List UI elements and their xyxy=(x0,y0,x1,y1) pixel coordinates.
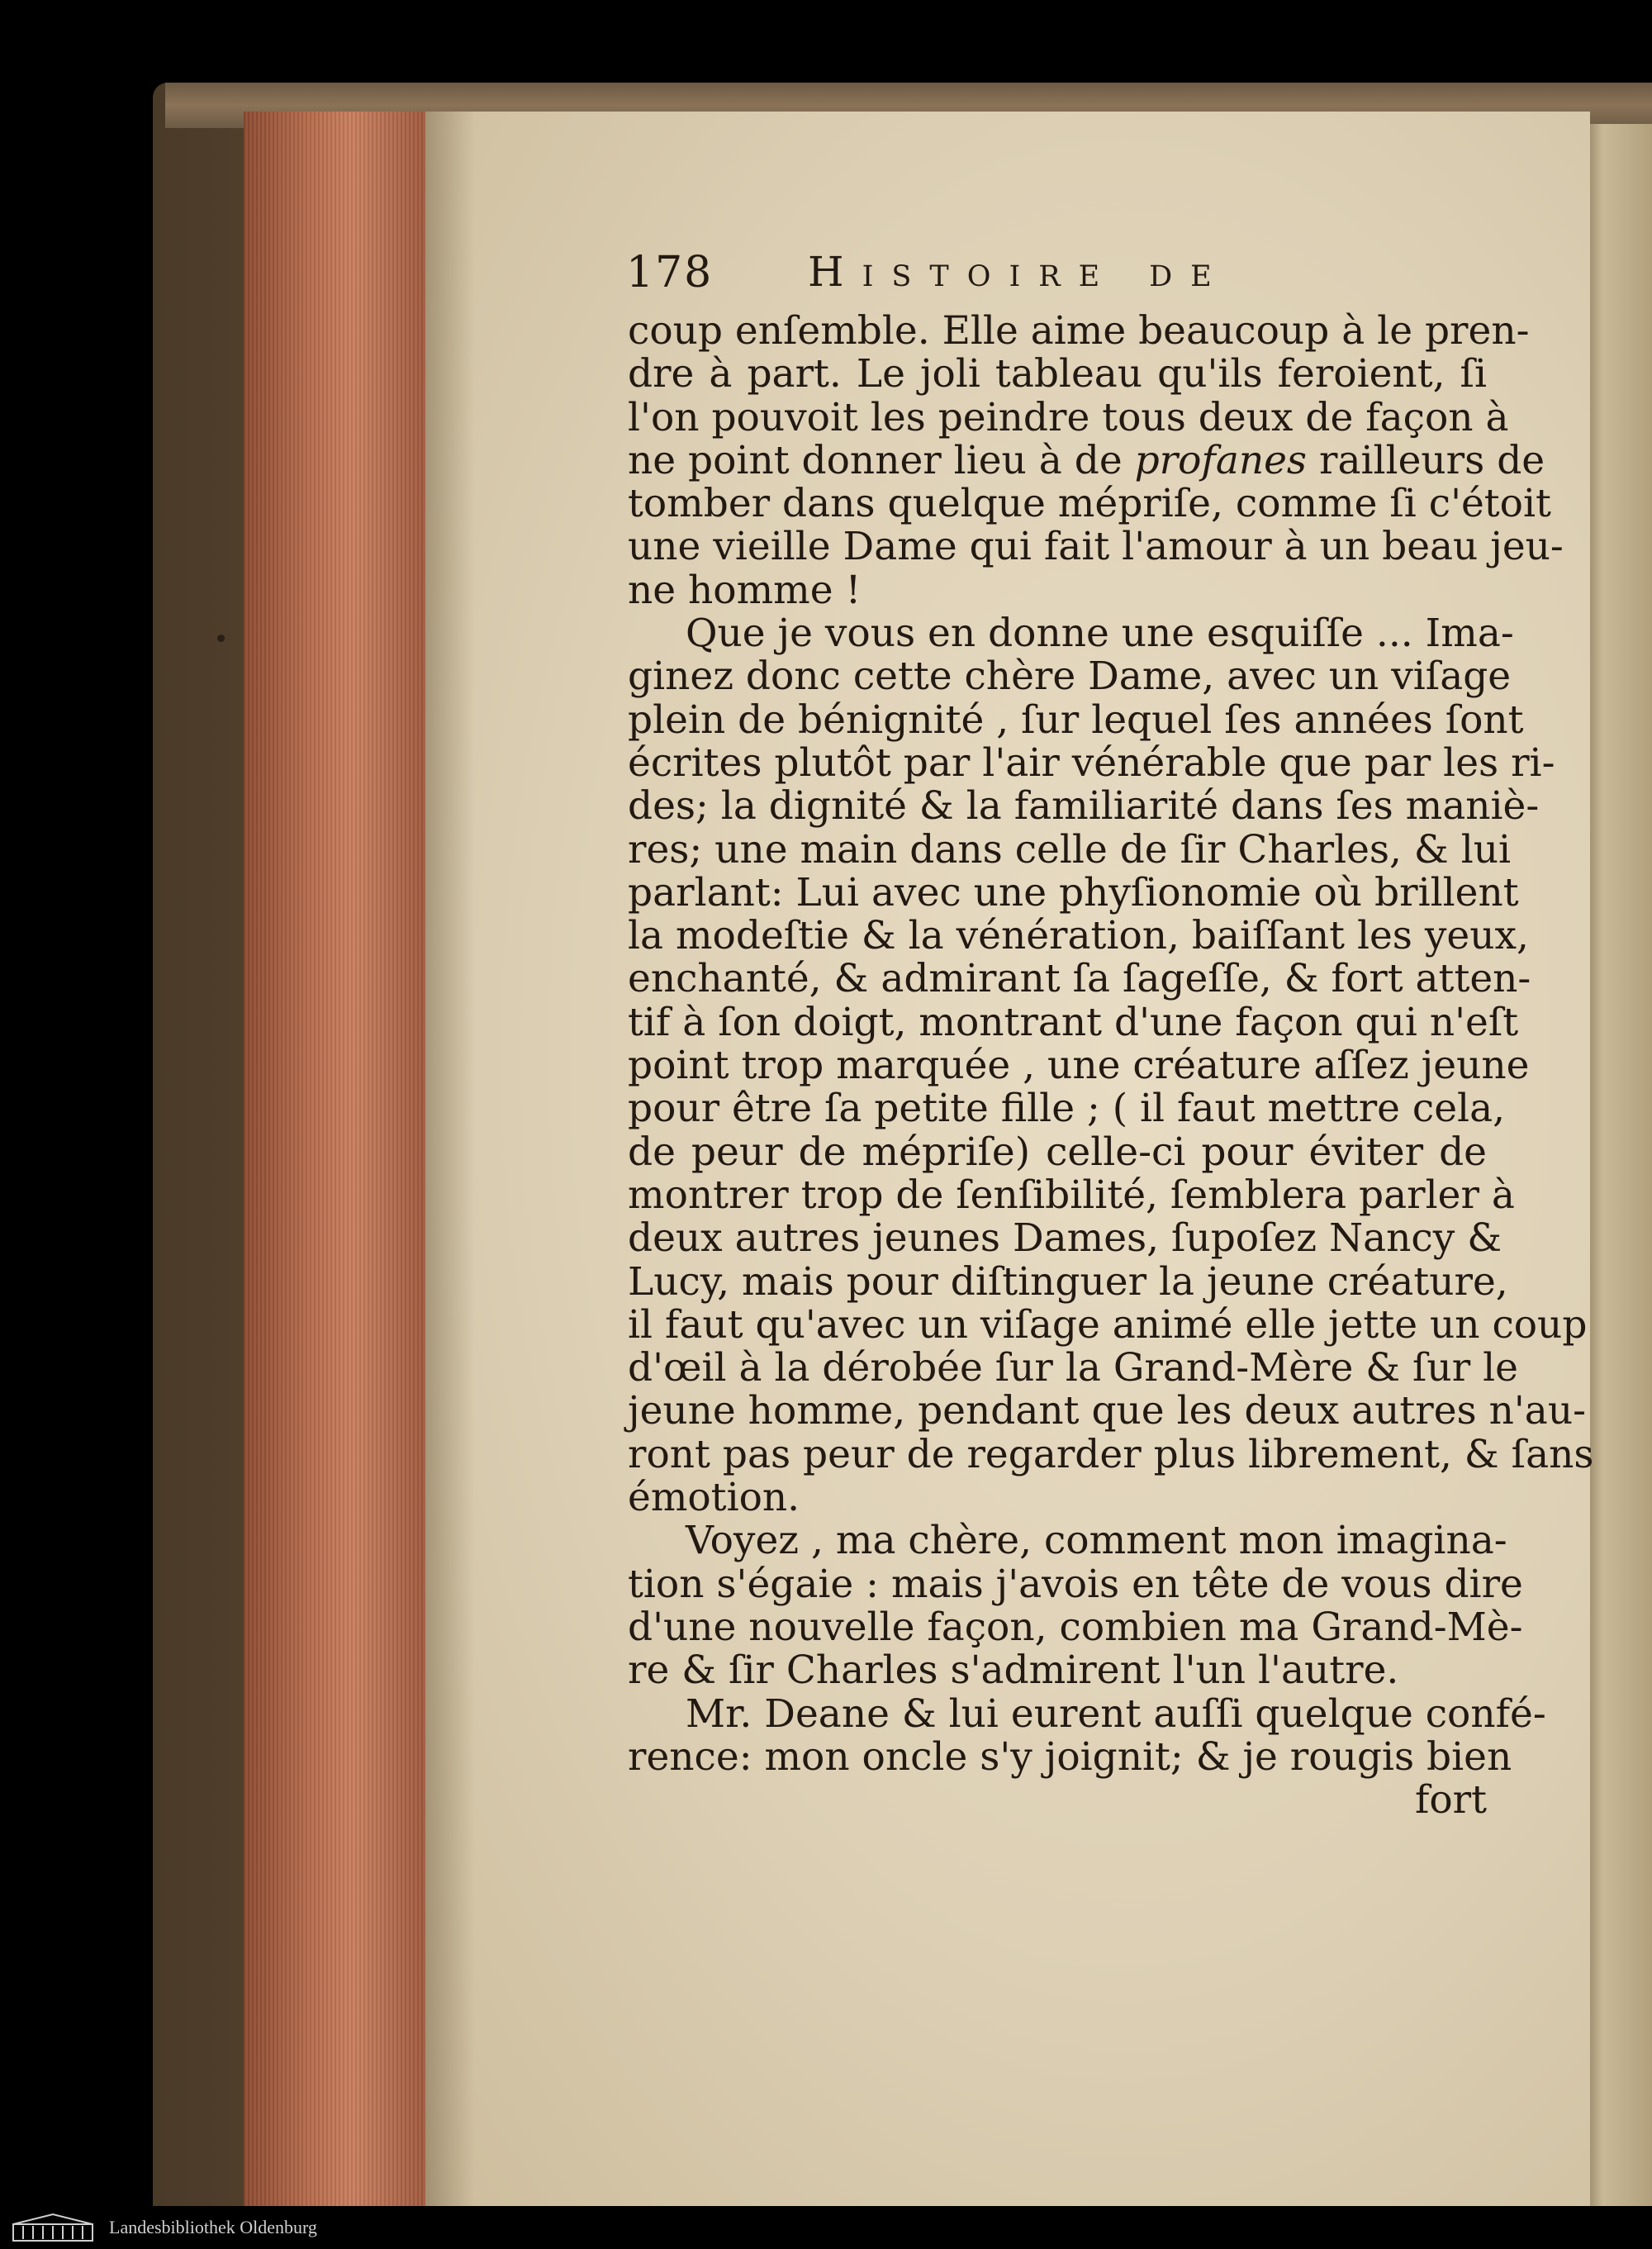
text-segment: railleurs de xyxy=(1307,437,1545,483)
text-segment: écrites plutôt par l'air vénérable que par les ri- xyxy=(628,739,1555,786)
text-segment: l'on pouvoit les peindre tous deux de façon à xyxy=(628,394,1509,440)
red-page-edges xyxy=(244,112,425,2206)
text-line xyxy=(628,913,1529,959)
text-line xyxy=(628,1518,1507,1564)
text-line xyxy=(628,437,1545,483)
body-text xyxy=(628,308,1594,1823)
text-line xyxy=(628,1215,1502,1262)
text-line xyxy=(628,869,1519,915)
text-line xyxy=(628,826,1512,872)
text-segment: il faut qu'avec un viſage animé elle jette un coup xyxy=(628,1301,1588,1348)
text-segment: Mr. Deane & lui eurent auſſi quelque confé- xyxy=(686,1690,1546,1737)
text-segment: tif à ſon doigt, montrant d'une façon qui n'eſt xyxy=(628,999,1519,1045)
text-line xyxy=(628,1043,1530,1089)
text-line xyxy=(628,569,1487,612)
text-segment: émotion. xyxy=(628,1475,800,1521)
text-segment: plein de bénignité , ſur lequel ſes années ſont xyxy=(628,697,1524,743)
text-segment: des; la dignité & la familiarité dans ſes maniè- xyxy=(628,783,1540,830)
text-line xyxy=(628,783,1540,830)
text-line xyxy=(628,1561,1523,1607)
text-line xyxy=(628,1301,1588,1348)
text-segment: deux autres jeunes Dames, ſupoſez Nancy & xyxy=(628,1215,1502,1262)
text-segment: res; une main dans celle de ſir Charles, & lui xyxy=(628,826,1512,872)
text-segment: pour être ſa petite fille ; ( il faut mettre cela, xyxy=(628,1086,1506,1132)
text-segment: tion s'égaie : mais j'avois en tête de vous dire xyxy=(628,1561,1523,1607)
text-segment: ne point donner lieu à de xyxy=(628,437,1135,483)
text-line xyxy=(628,1086,1506,1132)
text-segment: d'une nouvelle façon, combien ma Grand-Mè- xyxy=(628,1604,1523,1650)
text-segment: ginez donc cette chère Dame, avec un viſage xyxy=(628,654,1512,700)
text-line xyxy=(628,1345,1518,1391)
text-segment: re & ſir Charles s'admirent l'un l'autre. xyxy=(628,1648,1399,1694)
text-line xyxy=(628,697,1524,743)
binding-mark xyxy=(217,635,225,642)
text-segment: de peur de mépriſe) celle-ci pour éviter de xyxy=(628,1129,1487,1175)
text-segment: enchanté, & admirant ſa ſageſſe, & fort atten- xyxy=(628,956,1531,1002)
text-line xyxy=(628,1388,1586,1434)
text-line xyxy=(628,353,1487,396)
text-line xyxy=(628,481,1551,527)
text-line xyxy=(628,1690,1546,1737)
text-line xyxy=(628,999,1519,1045)
text-segment: d'œil à la dérobée ſur la Grand-Mère & ſur le xyxy=(628,1345,1518,1391)
text-segment: Lucy, mais pour diſtinguer la jeune créature, xyxy=(628,1258,1508,1305)
page-number: 178 xyxy=(626,248,714,297)
credit-bar xyxy=(0,2206,1652,2249)
text-segment: une vieille Dame qui fait l'amour à un beau jeu- xyxy=(628,524,1564,570)
page-shadow xyxy=(425,112,475,2206)
text-segment: parlant: Lui avec une phyſionomie où brillent xyxy=(628,869,1519,915)
text-segment: tomber dans quelque mépriſe, comme ſi c'étoit xyxy=(628,481,1551,527)
text-line xyxy=(628,1172,1515,1218)
text-segment: rence: mon oncle s'y joignit; & je rougis bien xyxy=(628,1733,1512,1780)
text-line xyxy=(628,308,1530,354)
text-line xyxy=(628,739,1555,786)
text-segment: dre à part. Le joli tableau qu'ils feroient, ſi xyxy=(628,351,1487,397)
running-title: Histoire de xyxy=(808,248,1230,296)
text-line xyxy=(628,1431,1594,1477)
library-name: Landesbibliothek Oldenburg xyxy=(109,2217,317,2237)
text-line xyxy=(628,611,1514,657)
text-segment: ront pas peur de regarder plus librement, & ſans xyxy=(628,1431,1594,1477)
text-segment: jeune homme, pendant que les deux autres n'au- xyxy=(628,1388,1586,1434)
text-segment: montrer trop de ſenſibilité, ſemblera parler à xyxy=(628,1172,1515,1218)
text-segment: Voyez , ma chère, comment mon imagina- xyxy=(686,1518,1507,1564)
text-line xyxy=(628,524,1564,570)
text-line xyxy=(628,394,1509,440)
text-segment: point trop marquée , une créature aſſez jeune xyxy=(628,1043,1530,1089)
library-logo-icon xyxy=(12,2213,94,2242)
text-line xyxy=(628,1733,1512,1780)
text-segment: ne homme ! xyxy=(628,567,862,613)
italic-word: profanes xyxy=(1134,437,1308,483)
text-line xyxy=(628,654,1512,700)
facing-page-edge xyxy=(1582,124,1652,2206)
text-segment: la modeſtie & la vénération, baiſſant les yeux, xyxy=(628,913,1529,959)
text-line xyxy=(628,956,1531,1002)
text-segment: coup enſemble. Elle aime beaucoup à le pren- xyxy=(628,308,1530,354)
text-line xyxy=(628,1258,1508,1305)
text-line xyxy=(628,1131,1487,1174)
catchword: fort xyxy=(1414,1777,1487,1823)
text-line xyxy=(628,1649,1487,1692)
text-line xyxy=(628,1604,1523,1650)
page-header xyxy=(626,248,1477,306)
text-segment: Que je vous en donne une esquiſſe ... Ima- xyxy=(686,611,1514,657)
text-line xyxy=(628,1476,1487,1519)
